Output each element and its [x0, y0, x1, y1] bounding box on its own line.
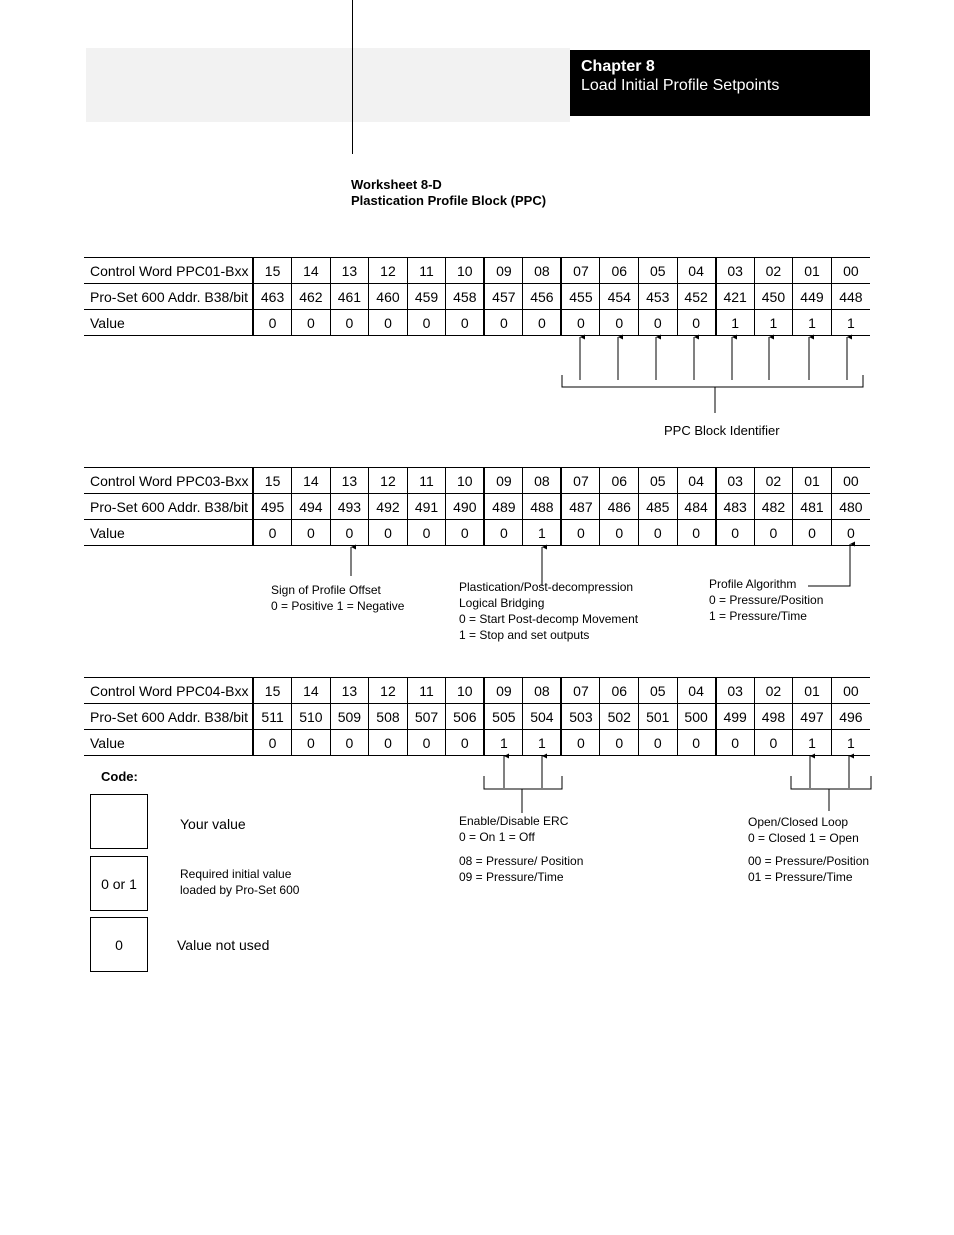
cell-bit-04: 04 — [677, 678, 716, 704]
cell-bit-14: 494 — [292, 494, 331, 520]
bracket-erc — [484, 776, 562, 789]
cell-bit-02: 02 — [754, 258, 793, 284]
cell-bit-06: 0 — [600, 730, 639, 756]
cell-bit-04: 500 — [677, 704, 716, 730]
cell-bit-00: 00 — [831, 258, 870, 284]
cell-bit-03: 03 — [716, 258, 755, 284]
cell-bit-01: 01 — [793, 678, 832, 704]
cell-bit-02: 1 — [754, 310, 793, 336]
cell-bit-03: 421 — [716, 284, 755, 310]
cell-bit-11: 0 — [407, 310, 446, 336]
cell-bit-08: 1 — [523, 520, 562, 546]
cell-bit-06: 0 — [600, 520, 639, 546]
cell-bit-07: 455 — [561, 284, 600, 310]
cell-bit-02: 02 — [754, 468, 793, 494]
cell-bit-07: 0 — [561, 520, 600, 546]
cell-bit-11: 459 — [407, 284, 446, 310]
loop-note — [748, 814, 859, 846]
cell-bit-12: 0 — [369, 520, 408, 546]
code-desc-not-used: Value not used — [177, 937, 270, 953]
cell-bit-00: 480 — [831, 494, 870, 520]
cell-bit-09: 0 — [484, 520, 523, 546]
cell-bit-05: 453 — [639, 284, 678, 310]
profile-algorithm-note — [709, 576, 823, 624]
cell-bit-15: 463 — [253, 284, 292, 310]
cell-bit-03: 03 — [716, 468, 755, 494]
cell-bit-05: 0 — [639, 520, 678, 546]
cell-bit-01: 0 — [793, 520, 832, 546]
cell-bit-00: 00 — [831, 468, 870, 494]
code-desc-required — [180, 866, 299, 898]
cell-bit-08: 08 — [523, 468, 562, 494]
cell-bit-04: 04 — [677, 468, 716, 494]
cell-bit-07: 0 — [561, 310, 600, 336]
cell-bit-14: 0 — [292, 520, 331, 546]
cell-bit-10: 506 — [446, 704, 485, 730]
profile-algorithm-line-2: 0 = Pressure/Position — [709, 593, 824, 607]
cell-bit-08: 456 — [523, 284, 562, 310]
cell-bit-08: 08 — [523, 258, 562, 284]
cell-bit-15: 15 — [253, 678, 292, 704]
cell-bit-00: 448 — [831, 284, 870, 310]
row-label: Value — [84, 730, 253, 756]
cell-bit-11: 11 — [407, 468, 446, 494]
cell-bit-13: 461 — [330, 284, 369, 310]
cell-bit-06: 0 — [600, 310, 639, 336]
row-label: Control Word PPC01-Bxx — [84, 258, 253, 284]
cell-bit-13: 0 — [330, 520, 369, 546]
erc-bit-09: 09 = Pressure/Time — [459, 870, 564, 884]
cell-bit-14: 510 — [292, 704, 331, 730]
cell-bit-03: 0 — [716, 520, 755, 546]
cell-bit-03: 499 — [716, 704, 755, 730]
cell-bit-07: 07 — [561, 468, 600, 494]
cell-bit-06: 454 — [600, 284, 639, 310]
cell-bit-07: 07 — [561, 258, 600, 284]
cell-bit-12: 0 — [369, 730, 408, 756]
code-box-required: 0 or 1 — [90, 856, 148, 911]
sign-offset-note — [271, 582, 404, 614]
cell-bit-14: 14 — [292, 468, 331, 494]
cell-bit-13: 13 — [330, 678, 369, 704]
code-desc-required-line-1: Required initial value — [180, 867, 292, 881]
cell-bit-13: 0 — [330, 310, 369, 336]
cell-bit-12: 12 — [369, 468, 408, 494]
code-box-your-value — [90, 794, 148, 849]
row-label: Pro-Set 600 Addr. B38/bit — [84, 284, 253, 310]
cell-bit-14: 0 — [292, 730, 331, 756]
cell-bit-02: 02 — [754, 678, 793, 704]
chapter-title: Load Initial Profile Setpoints — [581, 77, 780, 94]
cell-bit-10: 10 — [446, 468, 485, 494]
cell-bit-00: 496 — [831, 704, 870, 730]
profile-algorithm-line-3: 1 = Pressure/Time — [709, 609, 807, 623]
cell-bit-04: 04 — [677, 258, 716, 284]
row-label: Control Word PPC04-Bxx — [84, 678, 253, 704]
cell-bit-01: 497 — [793, 704, 832, 730]
row-label: Value — [84, 310, 253, 336]
bridging-line-2: Logical Bridging — [459, 596, 545, 610]
cell-bit-15: 0 — [253, 730, 292, 756]
cell-bit-15: 15 — [253, 258, 292, 284]
cell-bit-10: 0 — [446, 730, 485, 756]
cell-bit-04: 0 — [677, 310, 716, 336]
loop-values: 0 = Closed 1 = Open — [748, 831, 859, 845]
cell-bit-13: 493 — [330, 494, 369, 520]
cell-bit-10: 490 — [446, 494, 485, 520]
ppc-block-label: PPC Block Identifier — [664, 423, 780, 438]
cell-bit-02: 498 — [754, 704, 793, 730]
bridging-line-4: 1 = Stop and set outputs — [459, 628, 590, 642]
cell-bit-10: 10 — [446, 678, 485, 704]
loop-bit-01: 01 = Pressure/Time — [748, 870, 853, 884]
cell-bit-02: 0 — [754, 520, 793, 546]
bridging-line-3: 0 = Start Post-decomp Movement — [459, 612, 639, 626]
cell-bit-12: 0 — [369, 310, 408, 336]
cell-bit-15: 0 — [253, 310, 292, 336]
cell-bit-11: 0 — [407, 730, 446, 756]
cell-bit-06: 06 — [600, 468, 639, 494]
cell-bit-01: 01 — [793, 468, 832, 494]
cell-bit-05: 0 — [639, 730, 678, 756]
cell-bit-13: 13 — [330, 468, 369, 494]
cell-bit-09: 505 — [484, 704, 523, 730]
cell-bit-15: 15 — [253, 468, 292, 494]
cell-bit-10: 0 — [446, 310, 485, 336]
cell-bit-04: 452 — [677, 284, 716, 310]
cell-bit-09: 09 — [484, 678, 523, 704]
profile-algorithm-title: Profile Algorithm — [709, 577, 797, 591]
code-desc-required-line-2: loaded by Pro-Set 600 — [180, 883, 300, 897]
cell-bit-00: 1 — [831, 730, 870, 756]
cell-bit-13: 13 — [330, 258, 369, 284]
erc-note — [459, 813, 568, 845]
erc-bit-08: 08 = Pressure/ Position — [459, 854, 584, 868]
cell-bit-04: 0 — [677, 730, 716, 756]
cell-bit-13: 509 — [330, 704, 369, 730]
erc-title: Enable/Disable ERC — [459, 814, 569, 828]
cell-bit-00: 00 — [831, 678, 870, 704]
cell-bit-08: 0 — [523, 310, 562, 336]
cell-bit-01: 449 — [793, 284, 832, 310]
erc-values: 0 = On 1 = Off — [459, 830, 535, 844]
cell-bit-12: 508 — [369, 704, 408, 730]
cell-bit-10: 458 — [446, 284, 485, 310]
row-label: Value — [84, 520, 253, 546]
bracket-ppc-block — [562, 375, 863, 387]
cell-bit-15: 511 — [253, 704, 292, 730]
row-label: Control Word PPC03-Bxx — [84, 468, 253, 494]
cell-bit-05: 501 — [639, 704, 678, 730]
cell-bit-10: 0 — [446, 520, 485, 546]
erc-bits-note — [459, 853, 583, 885]
cell-bit-08: 504 — [523, 704, 562, 730]
cell-bit-03: 483 — [716, 494, 755, 520]
sign-offset-values: 0 = Positive 1 = Negative — [271, 599, 405, 613]
worksheet-title: Worksheet 8-D — [351, 177, 442, 192]
cell-bit-12: 12 — [369, 678, 408, 704]
row-label: Pro-Set 600 Addr. B38/bit — [84, 704, 253, 730]
cell-bit-11: 0 — [407, 520, 446, 546]
cell-bit-08: 08 — [523, 678, 562, 704]
cell-bit-14: 462 — [292, 284, 331, 310]
cell-bit-01: 01 — [793, 258, 832, 284]
cell-bit-03: 0 — [716, 730, 755, 756]
cell-bit-04: 484 — [677, 494, 716, 520]
cell-bit-02: 482 — [754, 494, 793, 520]
cell-bit-12: 492 — [369, 494, 408, 520]
cell-bit-03: 1 — [716, 310, 755, 336]
cell-bit-09: 0 — [484, 310, 523, 336]
cell-bit-08: 1 — [523, 730, 562, 756]
cell-bit-12: 460 — [369, 284, 408, 310]
cell-bit-11: 11 — [407, 258, 446, 284]
cell-bit-11: 491 — [407, 494, 446, 520]
loop-title: Open/Closed Loop — [748, 815, 849, 829]
cell-bit-07: 07 — [561, 678, 600, 704]
sign-offset-title: Sign of Profile Offset — [271, 583, 381, 597]
cell-bit-05: 485 — [639, 494, 678, 520]
code-title: Code: — [101, 769, 138, 784]
cell-bit-13: 0 — [330, 730, 369, 756]
cell-bit-12: 12 — [369, 258, 408, 284]
cell-bit-03: 03 — [716, 678, 755, 704]
cell-bit-08: 488 — [523, 494, 562, 520]
ppc-block-note — [664, 423, 780, 439]
cell-bit-06: 486 — [600, 494, 639, 520]
cell-bit-14: 0 — [292, 310, 331, 336]
bridging-note — [459, 579, 638, 643]
cell-bit-05: 05 — [639, 468, 678, 494]
cell-bit-09: 457 — [484, 284, 523, 310]
cell-bit-09: 489 — [484, 494, 523, 520]
cell-bit-02: 0 — [754, 730, 793, 756]
row-label: Pro-Set 600 Addr. B38/bit — [84, 494, 253, 520]
cell-bit-07: 0 — [561, 730, 600, 756]
cell-bit-01: 481 — [793, 494, 832, 520]
cell-bit-05: 05 — [639, 678, 678, 704]
chapter-number: Chapter 8 — [581, 58, 655, 75]
cell-bit-11: 507 — [407, 704, 446, 730]
cell-bit-05: 05 — [639, 258, 678, 284]
cell-bit-09: 1 — [484, 730, 523, 756]
cell-bit-07: 487 — [561, 494, 600, 520]
loop-bits-note — [748, 853, 869, 885]
cell-bit-04: 0 — [677, 520, 716, 546]
cell-bit-00: 0 — [831, 520, 870, 546]
cell-bit-15: 0 — [253, 520, 292, 546]
cell-bit-06: 502 — [600, 704, 639, 730]
worksheet-subtitle: Plastication Profile Block (PPC) — [351, 193, 547, 208]
cell-bit-06: 06 — [600, 678, 639, 704]
cell-bit-00: 1 — [831, 310, 870, 336]
loop-bit-00: 00 = Pressure/Position — [748, 854, 870, 868]
code-desc-your-value: Your value — [180, 816, 246, 832]
cell-bit-02: 450 — [754, 284, 793, 310]
bracket-loop — [791, 776, 871, 789]
cell-bit-07: 503 — [561, 704, 600, 730]
cell-bit-06: 06 — [600, 258, 639, 284]
cell-bit-01: 1 — [793, 730, 832, 756]
cell-bit-14: 14 — [292, 258, 331, 284]
cell-bit-11: 11 — [407, 678, 446, 704]
cell-bit-10: 10 — [446, 258, 485, 284]
code-box-not-used: 0 — [90, 917, 148, 972]
bridging-line-1: Plastication/Post-decompression — [459, 580, 634, 594]
cell-bit-15: 495 — [253, 494, 292, 520]
cell-bit-09: 09 — [484, 468, 523, 494]
cell-bit-09: 09 — [484, 258, 523, 284]
cell-bit-05: 0 — [639, 310, 678, 336]
cell-bit-01: 1 — [793, 310, 832, 336]
cell-bit-14: 14 — [292, 678, 331, 704]
